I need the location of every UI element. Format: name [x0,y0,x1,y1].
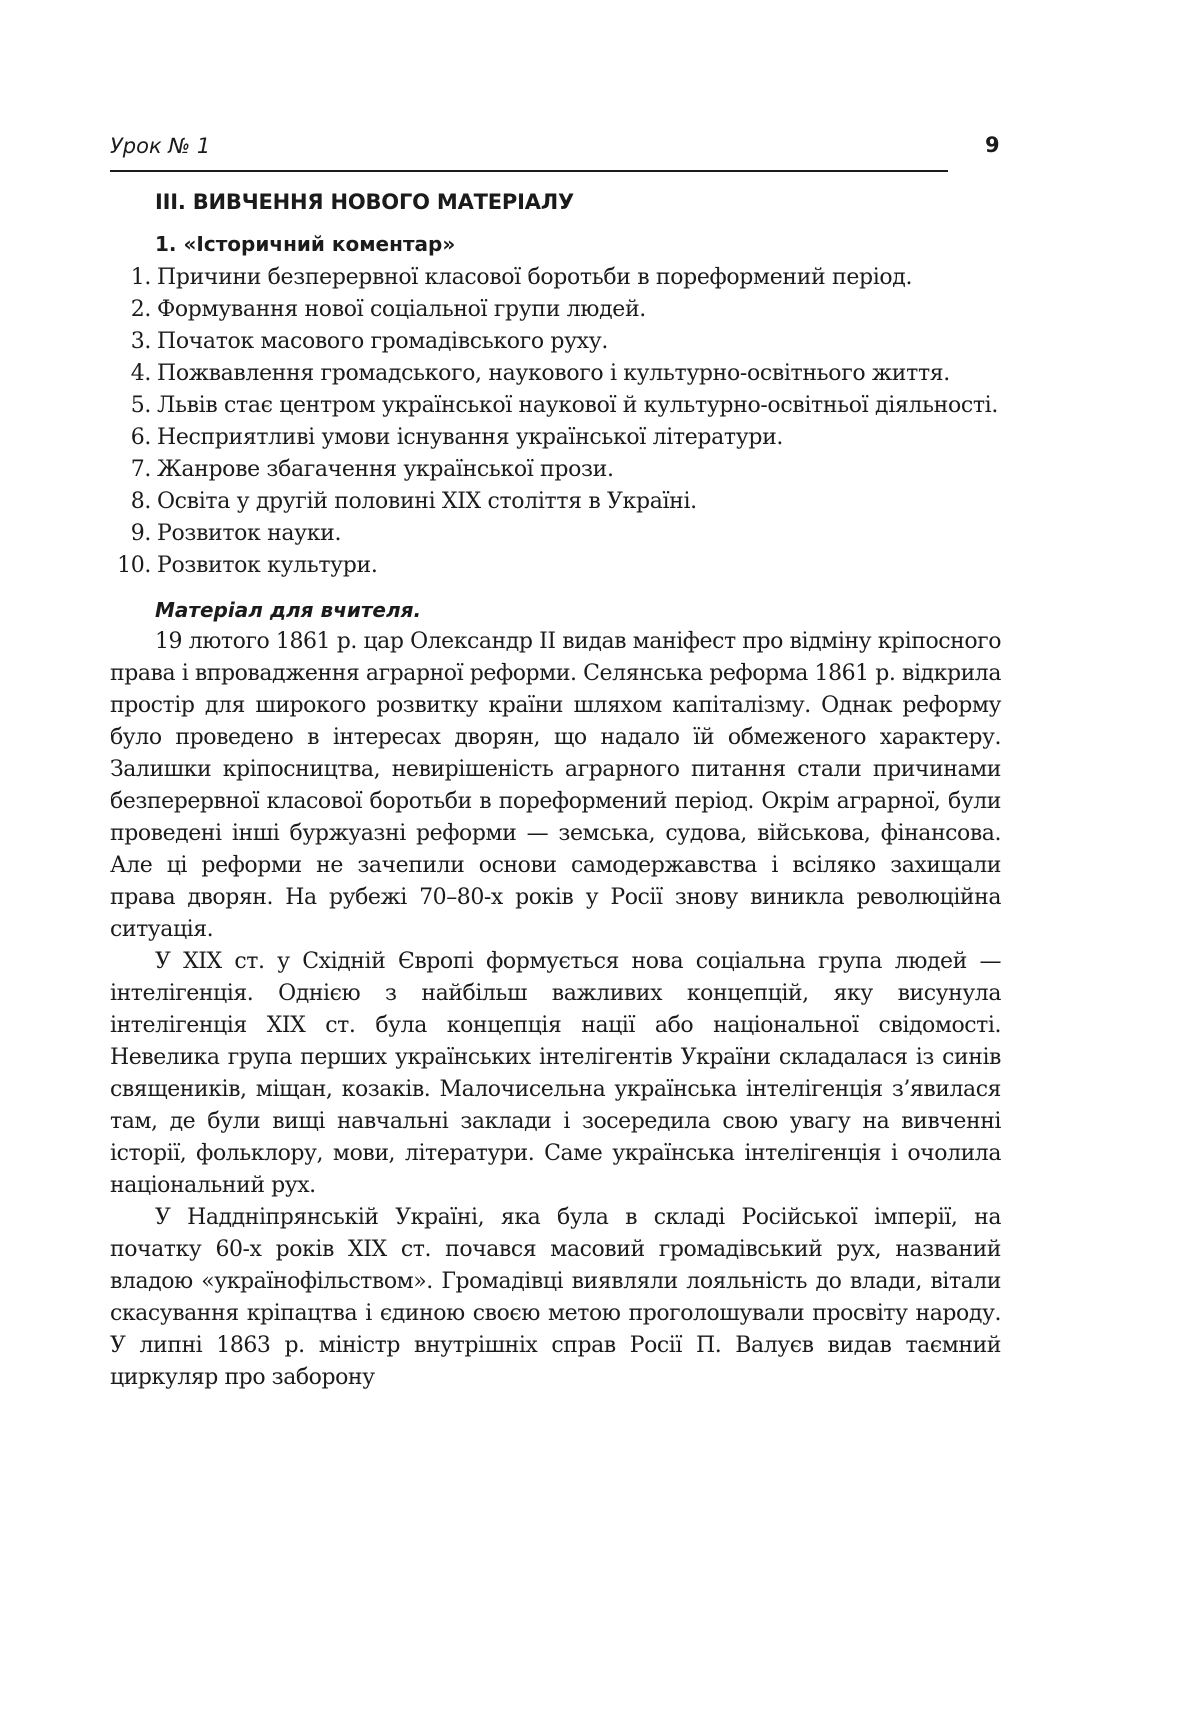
list-item [110,262,1001,294]
list-item-number: 7. [130,457,151,482]
list-item [110,518,1001,550]
list-item-text: Несприятливі умови існування української літератури. [157,425,784,450]
teacher-material-heading: Матеріал для вчителя. [155,598,422,622]
list-item [110,390,1001,422]
section-title: ІІІ. ВИВЧЕННЯ НОВОГО МАТЕРІАЛУ [155,190,575,214]
page-number: 9 [985,133,1000,157]
list-item-number: 1. [130,265,151,290]
list-item [110,422,1001,454]
list-item-text: Причини безперервної класової боротьби в пореформений період. [157,265,913,290]
body-paragraph: 19 лютого 1861 р. цар Олександр II видав маніфест про відміну кріпосного права і впровадження аграрної реформи. Селянська реформа 1861 р. відкрила простір для широкого розвитку країни шляхом капіталізму. Однак реформу було проведено в інтересах дворян, що надало їй обмеженого характеру. Залишки кріпосництва, невирішеність аграрного питання стали причинами безперервної класової боротьби в пореформений період. Окрім аграрної, були проведені інші буржуазні реформи — земська, судова, військова, фінансова. Але ці реформи не зачепили основи самодержавства і всіляко захищали права дворян. На рубежі 70–80-х років у Росії знову виникла революційна ситуація. [110,629,1001,942]
list-item-number: 5. [130,393,151,418]
list-item-text: Освіта у другій половині XIX століття в Україні. [157,489,697,514]
list-item-text: Початок масового громадівського руху. [157,329,608,354]
subsection-title: 1. «Історичний коментар» [155,232,456,256]
plan-list [110,262,1001,582]
list-item-number: 9. [130,521,151,546]
list-item [110,358,1001,390]
list-item-number: 8. [130,489,151,514]
list-item-number: 6. [130,425,151,450]
body-paragraph: У Наддніпрянській Україні, яка була в складі Російської імперії, на початку 60-х років XIX ст. почався масовий громадівський рух, названий владою «українофільством». Громадівці виявляли лояльність до влади, вітали скасування кріпацтва і єдиною своєю метою проголошували просвіту народу. У липні 1863 р. міністр внутрішніх справ Росії П. Валуєв видав таємний циркуляр про заборону [110,1205,1001,1390]
running-header [110,130,948,172]
list-item-text: Пожвавлення громадського, наукового і культурно-освітнього життя. [157,361,950,386]
list-item-text: Формування нової соціальної групи людей. [157,297,646,322]
lesson-label: Урок № 1 [110,134,211,158]
list-item [110,326,1001,358]
list-item-number: 2. [130,297,151,322]
list-item-number: 3. [130,329,151,354]
list-item-number: 4. [130,361,151,386]
list-item-text: Розвиток науки. [157,521,342,546]
list-item [110,294,1001,326]
list-item-number: 10. [117,553,151,578]
list-item-text: Розвиток культури. [157,553,378,578]
list-item [110,550,1001,582]
list-item [110,454,1001,486]
list-item-text: Жанрове збагачення української прози. [157,457,614,482]
list-item [110,486,1001,518]
body-paragraph: У XIX ст. у Східній Європі формується нова соціальна група людей — інтелігенція. Однією з найбільш важливих концепцій, яку висунула інтелігенція XIX ст. була концепція нації або національної свідомості. Невелика група перших українських інтелігентів України складалася із синів священиків, міщан, козаків. Малочисельна українська інтелігенція з’явилася там, де були вищі навчальні заклади і зосередила свою увагу на вивченні історії, фольклору, мови, літератури. Саме українська інтелігенція і очолила національний рух. [110,949,1001,1198]
list-item-text: Львів стає центром української наукової й культурно-освітньої діяльності. [157,393,999,418]
